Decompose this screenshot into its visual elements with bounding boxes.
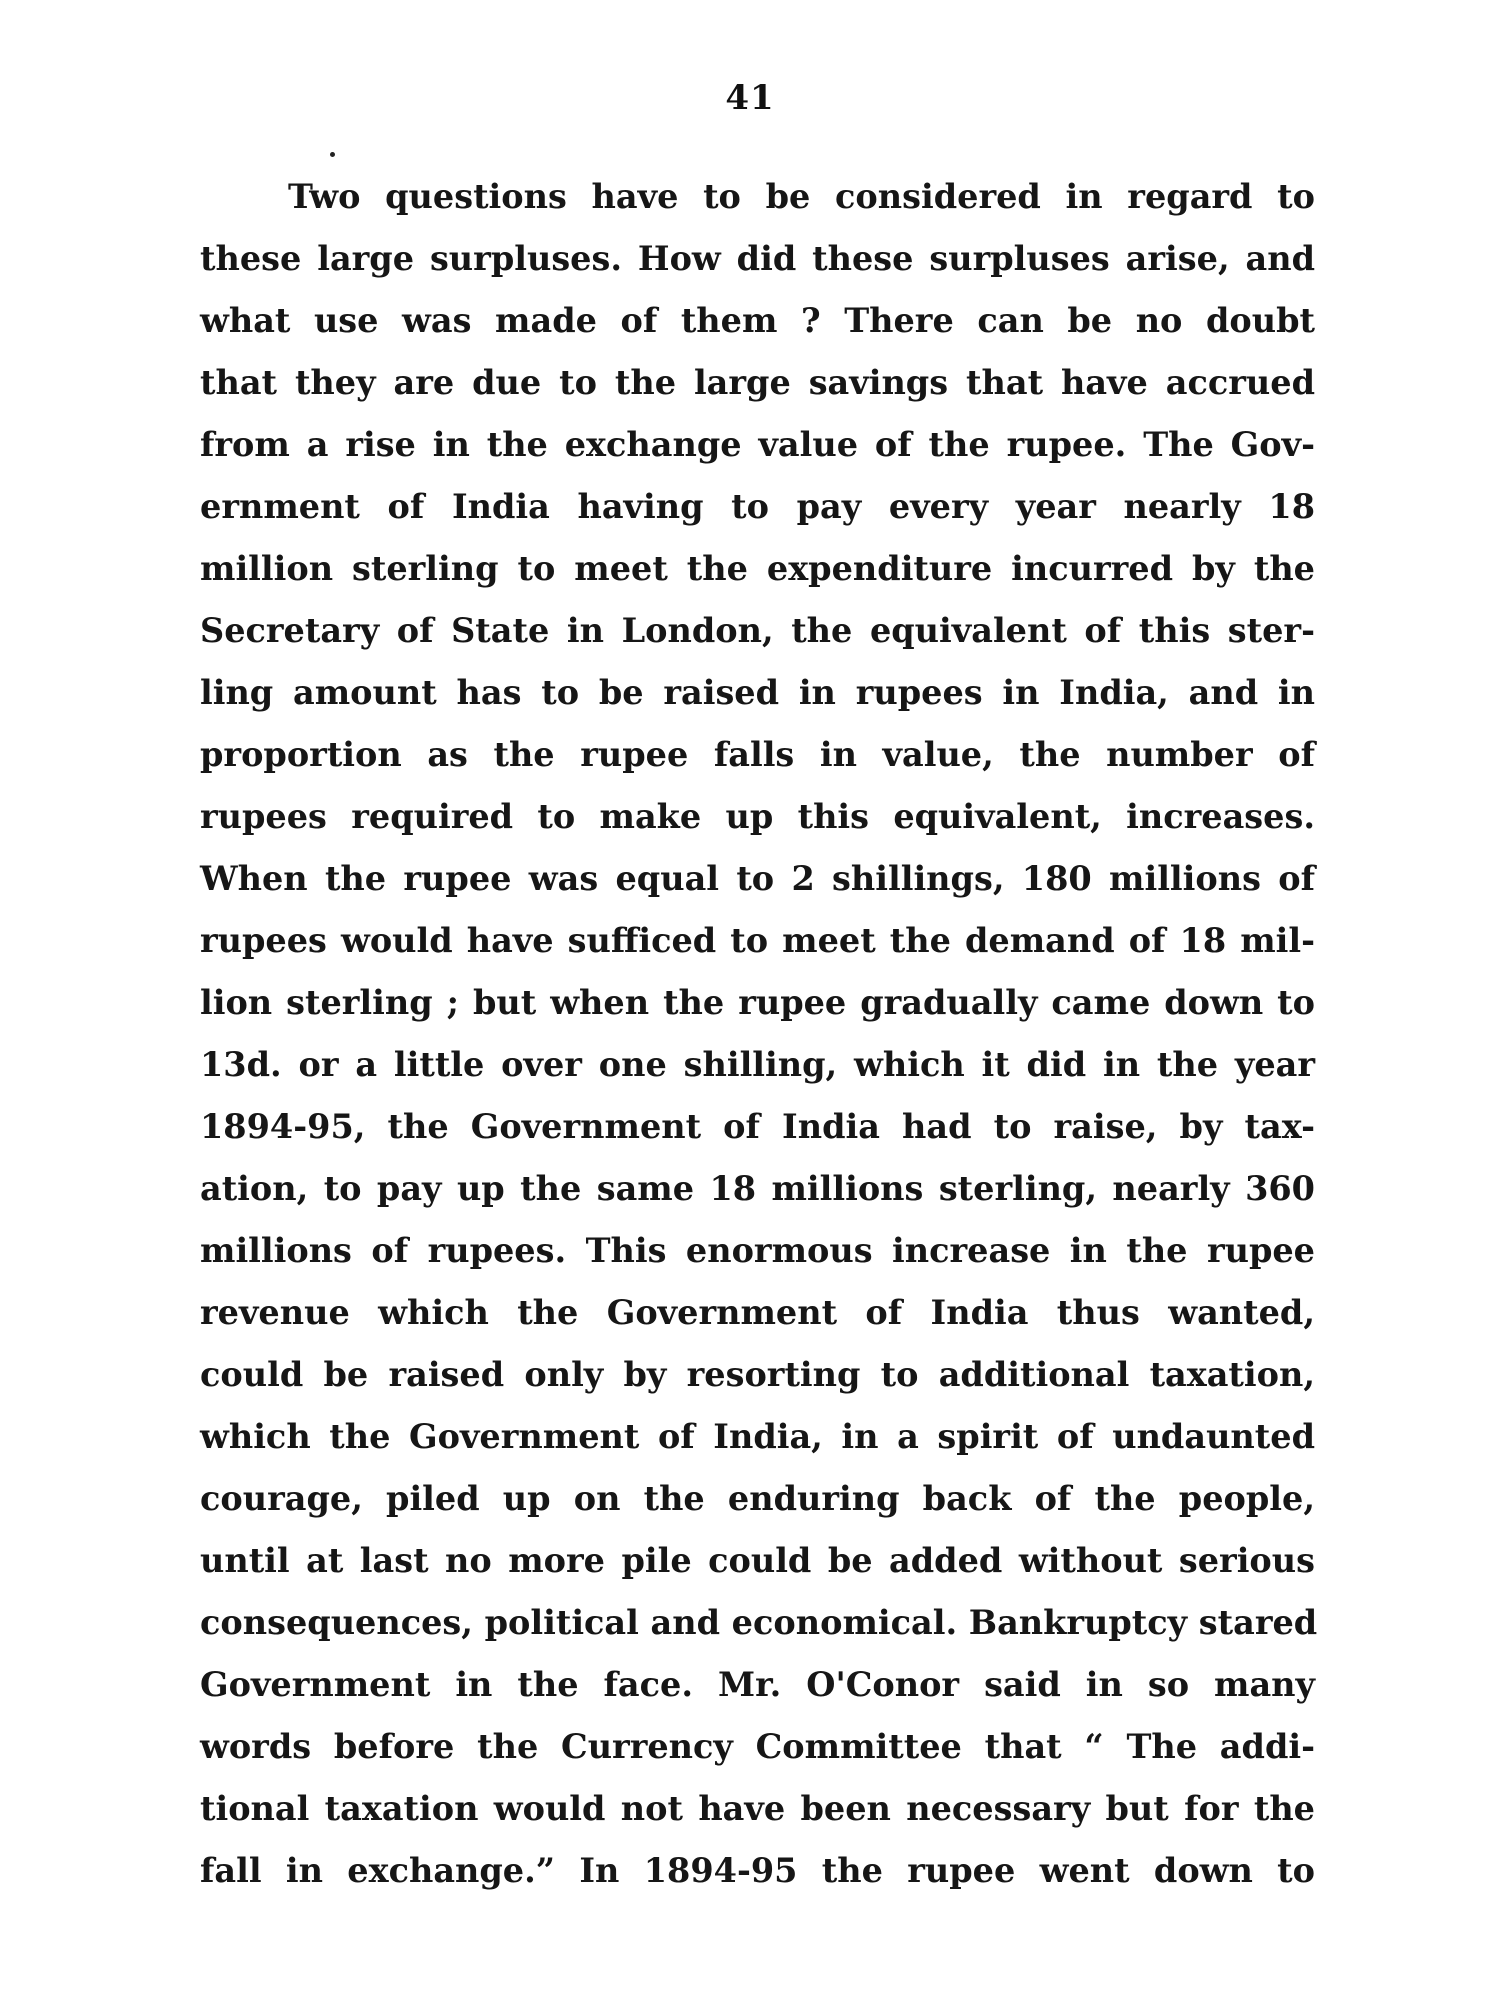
ink-speck: [330, 152, 335, 157]
text-line: fall in exchange.” In 1894-95 the rupee went down to: [200, 1851, 1315, 1890]
text-line: could be raised only by resorting to additional taxation,: [200, 1355, 1315, 1394]
text-line: from a rise in the exchange value of the rupee. The Gov-: [200, 425, 1315, 464]
text-line: these large surpluses. How did these surpluses arise, and: [200, 239, 1315, 278]
text-line: millions of rupees. This enormous increase in the rupee: [200, 1231, 1315, 1270]
text-line: tional taxation would not have been necessary but for the: [200, 1789, 1315, 1828]
text-line: Secretary of State in London, the equivalent of this ster-: [200, 611, 1315, 650]
text-line: which the Government of India, in a spirit of undaunted: [200, 1417, 1315, 1456]
text-line: Government in the face. Mr. O'Conor said in so many: [200, 1665, 1315, 1704]
text-line: When the rupee was equal to 2 shillings, 180 millions of: [200, 859, 1315, 898]
text-line: lion sterling ; but when the rupee gradually came down to: [200, 983, 1315, 1022]
text-line: ation, to pay up the same 18 millions sterling, nearly 360: [200, 1169, 1315, 1208]
text-line: Two questions have to be considered in regard to: [288, 177, 1315, 216]
text-line: ling amount has to be raised in rupees in India, and in: [200, 673, 1315, 712]
text-line: what use was made of them ? There can be no doubt: [200, 301, 1315, 340]
text-line: that they are due to the large savings that have accrued: [200, 363, 1315, 402]
text-line: 1894-95, the Government of India had to raise, by tax-: [200, 1107, 1315, 1146]
text-line: ernment of India having to pay every year nearly 18: [200, 487, 1315, 526]
page-number: 41: [725, 78, 775, 118]
text-line: revenue which the Government of India thus wanted,: [200, 1293, 1315, 1332]
text-line: courage, piled up on the enduring back of the people,: [200, 1479, 1315, 1518]
text-line: 13d. or a little over one shilling, which it did in the year: [200, 1045, 1315, 1084]
text-line: words before the Currency Committee that “ The addi-: [200, 1727, 1315, 1766]
text-line: rupees would have sufficed to meet the demand of 18 mil-: [200, 921, 1315, 960]
body-paragraph: [200, 166, 1318, 1902]
text-line: until at last no more pile could be added without serious: [200, 1541, 1315, 1580]
text-line: rupees required to make up this equivalent, increases.: [200, 797, 1315, 836]
text-line: consequences, political and economical. Bankruptcy stared: [200, 1603, 1318, 1642]
text-line: proportion as the rupee falls in value, the number of: [200, 735, 1315, 774]
text-line: million sterling to meet the expenditure incurred by the: [200, 549, 1315, 588]
